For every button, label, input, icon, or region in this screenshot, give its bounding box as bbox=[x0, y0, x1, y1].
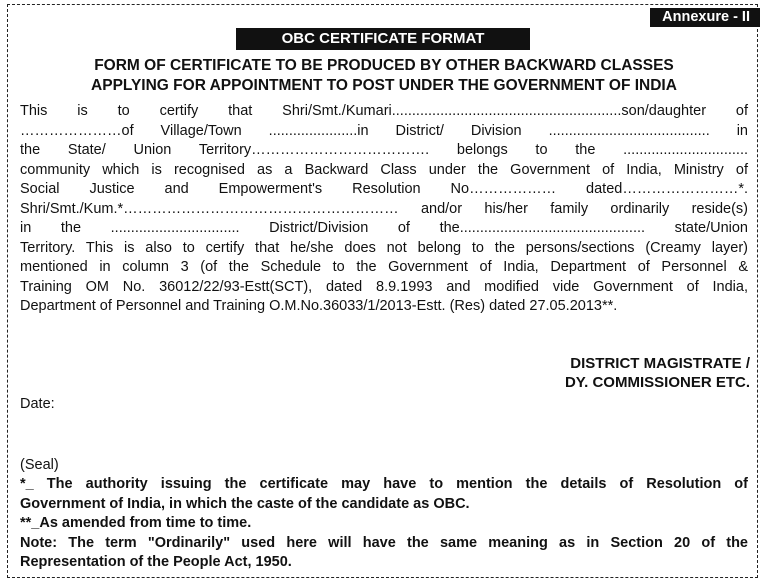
note-line: Government of India, in which the caste of the candidate as OBC. bbox=[20, 495, 470, 512]
banner-title: OBC CERTIFICATE FORMAT bbox=[236, 28, 530, 50]
body-line: Shri/Smt./Kum.*………………………………………………… and/or his/her family ordinarily reside(s) bbox=[20, 200, 748, 217]
certificate-body bbox=[20, 102, 748, 317]
seal-label: (Seal) bbox=[20, 457, 59, 473]
note-line: *_ The authority issuing the certificate may have to mention the details of Resolution of bbox=[20, 476, 748, 492]
body-line: This is to certify that Shri/Smt./Kumari.........................................................son/daughter of bbox=[20, 103, 748, 119]
annexure-label: Annexure - II bbox=[650, 8, 760, 27]
body-line: the State/ Union Territory………………………………. belongs to the ............................... bbox=[20, 142, 748, 158]
body-line: Social Justice and Empowerment's Resolution No……………… dated……………………*. bbox=[20, 181, 748, 197]
body-line: mentioned in column 3 (of the Schedule to the Government of India, Department of Personnel & bbox=[20, 259, 748, 275]
note-line: Representation of the People Act, 1950. bbox=[20, 554, 292, 570]
footnotes bbox=[20, 475, 748, 573]
date-label: Date: bbox=[20, 396, 55, 412]
body-line: …………………of Village/Town ......................in District/ Division ........................................ in bbox=[20, 122, 748, 139]
body-line: community which is recognised as a Backward Class under the Government of India, Ministry of bbox=[20, 161, 748, 178]
body-line: in the ................................ District/Division of the.............................................. state/Union bbox=[20, 220, 748, 236]
body-line: Department of Personnel and Training O.M.No.36033/1/2013-Estt. (Res) dated 27.05.2013**. bbox=[20, 298, 618, 314]
note-line: **_As amended from time to time. bbox=[20, 515, 252, 531]
signatory-line2: DY. COMMISSIONER ETC. bbox=[564, 374, 750, 391]
body-line: Training OM No. 36012/22/93-Estt(SCT), dated 8.9.1993 and modified vide Government of India, bbox=[20, 278, 748, 295]
signatory-line1: DISTRICT MAGISTRATE / bbox=[570, 355, 750, 372]
form-heading-line2: APPLYING FOR APPOINTMENT TO POST UNDER THE GOVERNMENT OF INDIA bbox=[91, 77, 677, 94]
form-heading-line1: FORM OF CERTIFICATE TO BE PRODUCED BY OTHER BACKWARD CLASSES bbox=[94, 57, 674, 74]
body-line: Territory. This is also to certify that he/she does not belong to the persons/sections (Creamy layer) bbox=[20, 239, 748, 256]
note-line: Note: The term "Ordinarily" used here will have the same meaning as in Section 20 of the bbox=[20, 534, 748, 551]
